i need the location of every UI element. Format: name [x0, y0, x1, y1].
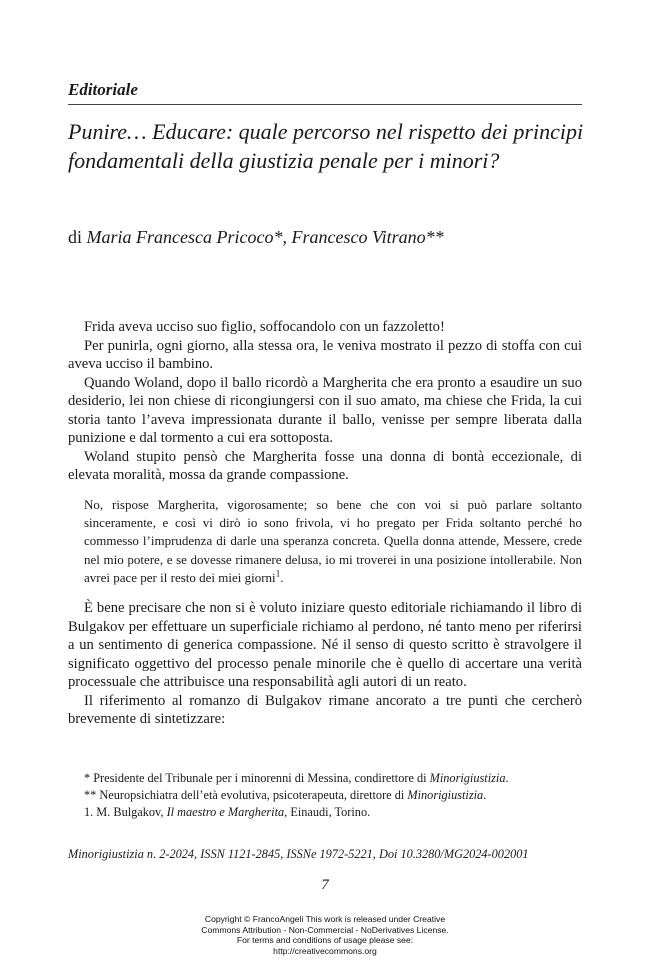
- paragraph: Frida aveva ucciso suo figlio, soffocandolo con un fazzoletto!: [84, 319, 445, 335]
- license-link[interactable]: http://creativecommons.org: [273, 945, 377, 956]
- article-body: [68, 318, 582, 485]
- footnote-ref[interactable]: 1: [275, 568, 281, 579]
- footnote-tail: , Einaudi, Torino.: [284, 805, 371, 819]
- paragraph: Per punirla, ogni giorno, alla stessa ora, le veniva mostrato il pezzo di stoffa con cui aveva ucciso il bambino.: [68, 337, 582, 372]
- section-divider: [68, 104, 582, 105]
- section-label: Editoriale: [68, 80, 138, 99]
- journal-citation: Minorigiustizia n. 2-2024, ISSN 1121-2845, ISSNe 1972-5221, Doi 10.3280/MG2024-002001: [68, 847, 529, 861]
- byline: [68, 226, 444, 248]
- license-notice: [0, 914, 650, 956]
- footnote-italic: Il maestro e Margherita: [166, 805, 285, 819]
- footnote-tail: .: [483, 788, 487, 802]
- article-body-continued: [68, 599, 582, 729]
- footnote-italic: Minorigiustizia: [407, 788, 484, 802]
- footnote: [84, 787, 594, 804]
- footnote-text: * Presidente del Tribunale per i minorenni di Messina, condirettore di: [84, 771, 430, 785]
- authors: Maria Francesca Pricoco*, Francesco Vitrano**: [86, 227, 444, 247]
- page-number: 7: [321, 877, 329, 893]
- license-line: Copyright © FrancoAngeli This work is released under Creative: [204, 914, 446, 924]
- block-quote: No, rispose Margherita, vigorosamente; so bene che con voi si può parlare soltanto sinceramente, e così vi dirò io sono frivola, vi ho pregato per Frida soltanto perché ho commesso l’imprudenza di darle una speranza concreta. Quella donna attende, Messere, crede nel mio potere, e se dovesse rimanere delusa, io mi troverei in una posizione intollerabile. Non avrei pace per il resto dei miei giorni$^1$.: [84, 497, 582, 585]
- footnote-text: 1. M. Bulgakov,: [84, 805, 167, 819]
- footnotes: [84, 770, 594, 821]
- footnote: [84, 770, 594, 787]
- quote-text: No, rispose Margherita, vigorosamente; so bene che con voi si può parlare soltanto sinceramente, e così vi dirò io sono frivola, vi ho pregato per Frida soltanto perché ho commesso l’imprudenza di darle una speranza concreta. Quella donna attende, Messere, crede nel mio potere, e se dovesse rimanere delusa, io mi troverei in una posizione intollerabile. Non avrei pace per il resto dei miei giorni: [84, 497, 582, 585]
- footnote-tail: .: [505, 771, 509, 785]
- paragraph: Woland stupito pensò che Margherita fosse una donna di bontà eccezionale, di elevata moralità, mossa da grande compassione.: [68, 448, 582, 483]
- footnote-text: ** Neuropsichiatra dell’età evolutiva, psicoterapeuta, direttore di: [84, 788, 408, 802]
- footnote: [84, 804, 594, 821]
- footnote-italic: Minorigiustizia: [429, 771, 506, 785]
- byline-prefix: di: [68, 227, 83, 247]
- license-line: Commons Attribution - Non-Commercial - NoDerivatives License.: [201, 924, 449, 935]
- license-line: For terms and conditions of usage please see:: [236, 935, 414, 945]
- article-title: Punire… Educare: quale percorso nel rispetto dei principi fondamentali della giustizia penale per i minori?: [68, 119, 584, 173]
- paragraph: Il riferimento al romanzo di Bulgakov rimane ancorato a tre punti che cercherò brevemente di sintetizzare:: [68, 692, 582, 727]
- paragraph: Quando Woland, dopo il ballo ricordò a Margherita che era pronto a esaudire un suo desiderio, lei non chiese di ricongiungersi con il suo amato, ma chiese che Frida, la cui storia tanto l’aveva impressionata durante il ballo, venisse per sempre liberata dalla punizione e dal tormento a cui era sottoposta.: [68, 374, 582, 446]
- paragraph: È bene precisare che non si è voluto iniziare questo editoriale richiamando il libro di Bulgakov per effettuare un superficiale richiamo al perdono, né tanto meno per riferirsi a un sentimento di generica compassione. Né il senso di questo scritto è stravolgere il significato oggettivo del processo penale minorile che è quello di accertare una verità processuale che attribuisce una responsabilità agli autori di un reato.: [68, 600, 582, 690]
